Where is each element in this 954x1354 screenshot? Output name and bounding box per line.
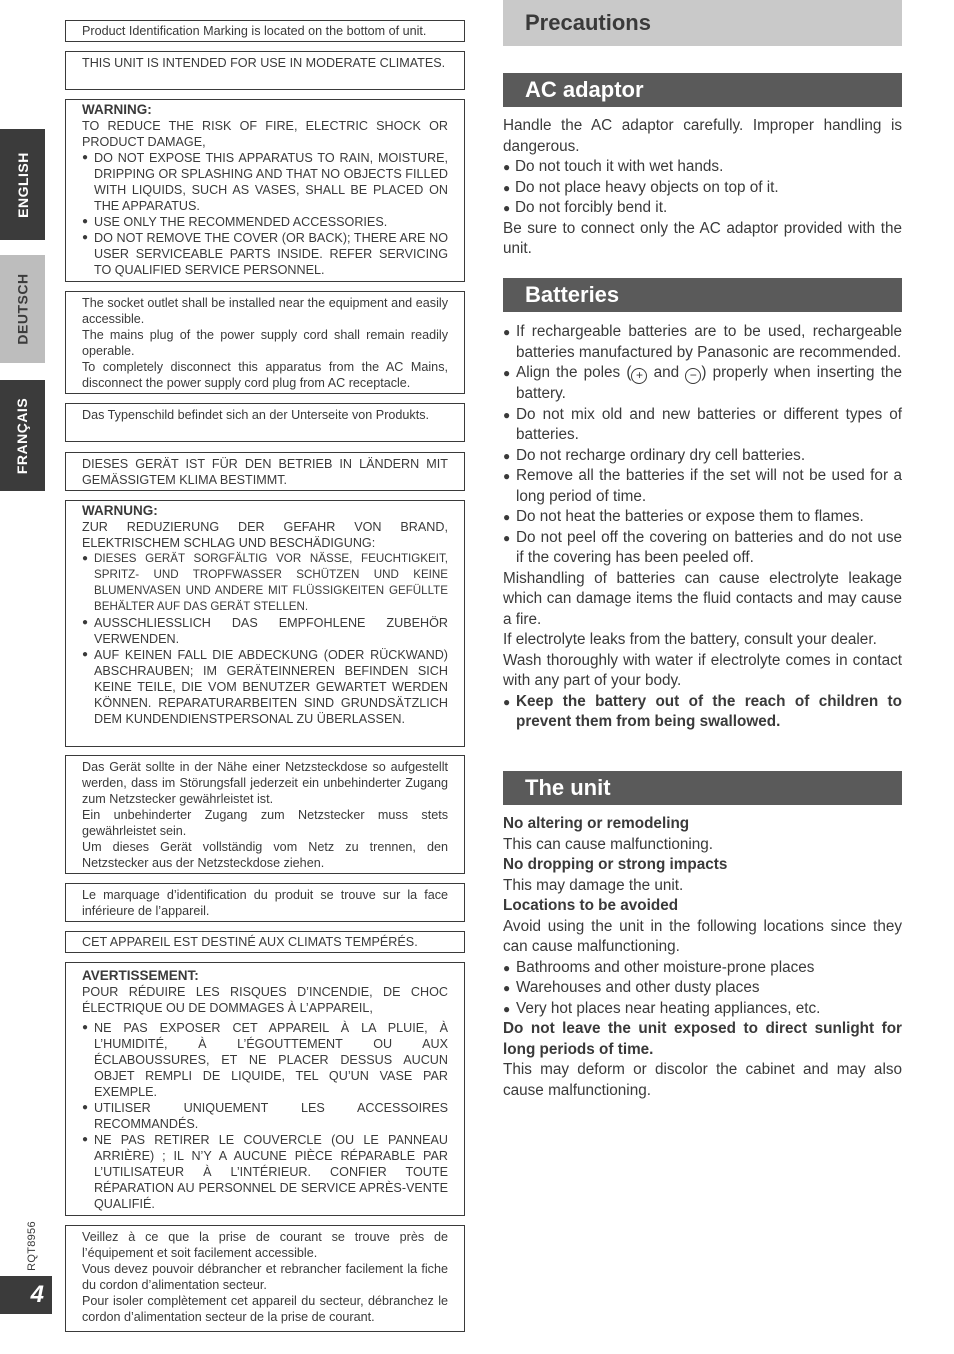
en-warning-item: ● USE ONLY THE RECOMMENDED ACCESSORIES. [82,214,448,230]
en-climate-text: THIS UNIT IS INTENDED FOR USE IN MODERATE CLIMATES. [82,56,446,70]
tab-deutsch-label: DEUTSCH [14,273,31,345]
unit-section [503,814,902,1101]
unit-heading: No altering or remodeling [503,815,690,832]
de-socket-text: Um dieses Gerät vollständig vom Netz zu trennen, den Netzstecker aus der Netzsteckdose ziehen. [82,840,448,870]
de-warning-intro: ZUR REDUZIERUNG DER GEFAHR VON BRAND, ELEKTRISCHEM SCHLAG UND BESCHÄDIGUNG: [82,520,448,550]
fr-socket-text: Vous devez pouvoir débrancher et rebrancher facilement la fiche du cordon d’alimentation secteur. [82,1262,448,1292]
location-item: ● Very hot places near heating appliances, etc. [503,999,902,1020]
ac-adaptor-section [503,116,902,260]
unit-header: The unit [503,771,902,805]
battery-item: ● If rechargeable batteries are to be used, rechargeable batteries manufactured by Panasonic are recommended. [503,322,902,363]
en-socket-text: To completely disconnect this apparatus from the AC Mains, disconnect the power supply cord plug from AC receptacle. [82,360,448,390]
fr-warning-item: ● UTILISER UNIQUEMENT LES ACCESSOIRES RECOMMANDÉS. [82,1100,448,1132]
unit-heading: Locations to be avoided [503,897,679,914]
battery-item: ● Do not mix old and new batteries or different types of batteries. [503,405,902,446]
tab-deutsch[interactable] [0,255,45,363]
de-id-box [65,403,465,442]
fr-climate-text: CET APPAREIL EST DESTINÉ AUX CLIMATS TEMPÉRÉS. [82,935,418,949]
de-warning-item: ● AUF KEINEN FALL DIE ABDECKUNG (ODER RÜCKWAND) ABSCHRAUBEN; IM GERÄTEINNEREN BEFINDEN SICH KEINE TEILE, DIE VOM BENUTZER GEWARTET WERDEN KÖNNEN. REPARATURARBEITEN SIND GRUNDSÄTZLICH DEM KUNDENDIENSTPERSONAL ZU ÜBERLASSEN. [82,647,448,727]
location-item: ● Warehouses and other dusty places [503,978,902,999]
unit-text: This can cause malfunctioning. [503,835,714,853]
ac-outro: Be sure to connect only the AC adaptor provided with the unit. [503,219,902,257]
tab-english[interactable] [0,129,45,240]
ac-item: ● Do not touch it with wet hands. [503,157,902,178]
battery-item: ● Remove all the batteries if the set will not be used for a long period of time. [503,466,902,507]
unit-text: Avoid using the unit in the following locations since they can cause malfunctioning. [503,917,902,955]
en-warning-title: WARNING: [82,102,152,117]
fr-socket-text: Pour isoler complètement cet appareil du secteur, débranchez le cordon d’alimentation secteur de la prise de courant. [82,1294,448,1324]
fr-socket-box [65,1225,465,1332]
fr-climate-box [65,931,465,953]
battery-paragraph: Wash thoroughly with water if electrolyte comes in contact with any part of your body. [503,651,902,689]
en-warning-item: ● DO NOT EXPOSE THIS APPARATUS TO RAIN, MOISTURE, DRIPPING OR SPLASHING AND THAT NO OBJECTS FILLED WITH LIQUIDS, SUCH AS VASES, SHALL BE PLACED ON THE APPARATUS. [82,150,448,214]
page-number: 4 [0,1276,52,1314]
ac-item: ● Do not place heavy objects on top of it. [503,178,902,199]
fr-warning-item: ● NE PAS RETIRER LE COUVERCLE (OU LE PANNEAU ARRIÈRE) ; IL N’Y A AUCUNE PIÈCE RÉPARABLE PAR L’UTILISATEUR À L’INTÉRIEUR. CONFIER TOUTE RÉPARATION AU PERSONNEL DE SERVICE APRÈS-VENTE QUALIFIÉ. [82,1132,448,1212]
unit-heading: No dropping or strong impacts [503,856,728,873]
de-climate-box [65,452,465,491]
en-id-text: Product Identification Marking is located on the bottom of unit. [82,24,427,38]
tab-francais-label: FRANÇAIS [14,397,31,474]
en-warning-intro: TO REDUCE THE RISK OF FIRE, ELECTRIC SHOCK OR PRODUCT DAMAGE, [82,119,448,149]
fr-warning-box [65,962,465,1216]
en-socket-text: The socket outlet shall be installed near the equipment and easily accessible. [82,296,448,326]
de-warning-box [65,500,465,747]
en-socket-box [65,291,465,394]
battery-paragraph: Mishandling of batteries can cause electrolyte leakage which can damage items the fluid contacts and may cause a fire. [503,569,902,628]
fr-warning-intro: POUR RÉDUIRE LES RISQUES D’INCENDIE, DE CHOC ÉLECTRIQUE OU DE DOMMAGES À L’APPAREIL, [82,985,448,1015]
ac-item: ● Do not forcibly bend it. [503,198,902,219]
de-warning-item: ● DIESES GERÄT SORGFÄLTIG VOR NÄSSE, FEUCHTIGKEIT, SPRITZ- UND TROPFWASSER SCHÜTZEN UND KEINE BLUMENVASEN UND ANDERE MIT FLÜSSIGKEITEN GEFÜLLTE BEHÄLTER AUF DAS GERÄT STELLEN. [82,551,448,615]
poles-text-and: and [647,364,686,381]
de-socket-text: Das Gerät sollte in der Nähe einer Netzsteckdose so aufgestellt werden, dass im Störungsfall jederzeit ein unbehinderter Zugang zum Netzstecker gewährleistet ist. [82,760,448,806]
battery-paragraph: If electrolyte leaks from the battery, consult your dealer. [503,631,877,648]
en-id-box [65,20,465,42]
batteries-section [503,322,902,733]
de-socket-box [65,755,465,874]
unit-text: This may damage the unit. [503,876,684,894]
fr-id-box [65,883,465,922]
ac-adaptor-header: AC adaptor [503,73,902,107]
fr-warning-title: AVERTISSEMENT: [82,968,199,983]
batteries-header: Batteries [503,278,902,312]
en-warning-box [65,99,465,282]
battery-item: ● Do not recharge ordinary dry cell batteries. [503,446,902,467]
model-code-text: RQT8956 [25,1221,38,1271]
battery-item-poles [503,363,902,405]
de-warning-item: ● AUSSCHLIESSLICH DAS EMPFOHLENE ZUBEHÖR VERWENDEN. [82,615,448,647]
battery-item: ● Do not peel off the covering on batteries and do not use if the covering has been peeled off. [503,528,902,569]
location-item: ● Bathrooms and other moisture-prone places [503,958,902,979]
tab-english-label: ENGLISH [14,151,31,218]
de-climate-text: DIESES GERÄT IST FÜR DEN BETRIEB IN LÄNDERN MIT GEMÄSSIGTEM KLIMA BESTIMMT. [82,457,448,487]
en-socket-text: The mains plug of the power supply cord shall remain readily operable. [82,328,448,358]
fr-id-text: Le marquage d’identification du produit se trouve sur la face inférieure de l’appareil. [82,888,448,918]
fr-socket-text: Veillez à ce que la prise de courant se trouve près de l’équipement et soit facilement accessible. [82,1230,448,1260]
en-climate-box [65,51,465,90]
de-warning-title: WARNUNG: [82,503,158,518]
minus-pole-icon: − [685,368,701,384]
de-id-text: Das Typenschild befindet sich an der Unterseite von Produkts. [82,408,429,422]
precautions-title: Precautions [503,0,902,46]
unit-heading: Do not leave the unit exposed to direct sunlight for long periods of time. [503,1020,902,1058]
poles-text-post: ) properly when inserting the battery. [516,364,902,402]
tab-francais[interactable] [0,380,45,491]
ac-intro: Handle the AC adaptor carefully. Improper handling is dangerous. [503,117,902,155]
battery-item: ● Do not heat the batteries or expose them to flames. [503,507,902,528]
fr-warning-item: ● NE PAS EXPOSER CET APPAREIL À LA PLUIE, À L’HUMIDITÉ, À L’ÉGOUTTEMENT OU AUX ÉCLABOUSSURES, ET NE PLACER DESSUS AUCUN OBJET REMPLI DE LIQUIDE, TEL QU’UN VASE PAR EXEMPLE. [82,1020,448,1100]
poles-text-pre: Align the poles ( [516,364,632,381]
battery-children-warning: ● Keep the battery out of the reach of children to prevent them from being swallowed. [503,692,902,733]
de-socket-text: Ein unbehinderter Zugang zum Netzstecker muss stets gewährleistet sein. [82,808,448,838]
unit-text: This may deform or discolor the cabinet and may also cause malfunctioning. [503,1061,902,1099]
en-warning-item: ● DO NOT REMOVE THE COVER (OR BACK); THERE ARE NO USER SERVICEABLE PARTS INSIDE. REFER SERVICING TO QUALIFIED SERVICE PERSONNEL. [82,230,448,278]
plus-pole-icon: + [631,368,647,384]
